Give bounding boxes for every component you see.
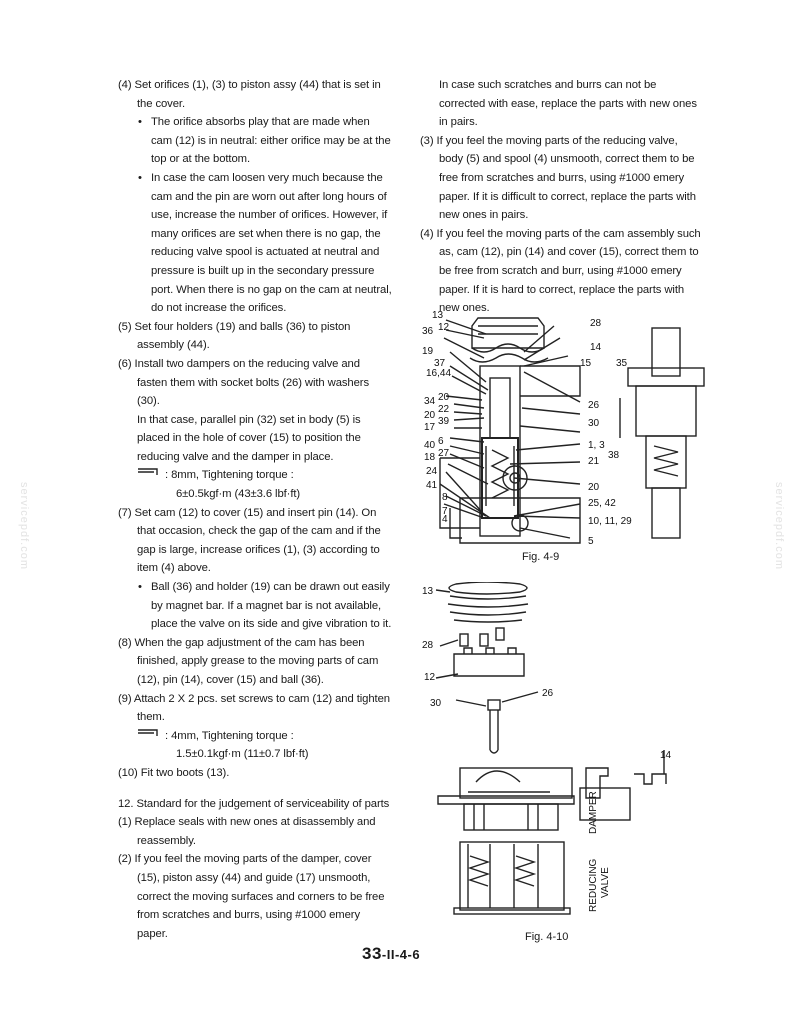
svg-text:7: 7 — [442, 506, 448, 517]
svg-text:38: 38 — [608, 450, 620, 461]
figure-4-9-caption: Fig. 4-9 — [522, 551, 560, 563]
svg-text:17: 17 — [424, 422, 436, 433]
svg-text:6: 6 — [438, 436, 444, 447]
svg-text:15: 15 — [580, 358, 592, 369]
page-number-main: 33 — [362, 944, 382, 963]
hex-key-icon — [137, 466, 165, 485]
paragraph-text: : 4mm, Tightening torque : — [165, 729, 294, 742]
bullet-icon: • — [138, 116, 142, 129]
svg-text:22: 22 — [438, 404, 450, 415]
svg-text:28: 28 — [422, 640, 434, 651]
paragraph-text: (6) Install two dampers on the reducing valve and fasten them with socket bolts (26) with washers (30). — [118, 357, 370, 408]
paragraph-text: In case such scratches and burrs can not be corrected with ease, replace the parts with new ones in pairs. — [439, 79, 697, 129]
svg-text:DAMPER: DAMPER — [588, 791, 599, 834]
paragraph — [118, 504, 392, 578]
svg-text:VALVE: VALVE — [600, 867, 611, 898]
paragraph-text: (3) If you feel the moving parts of the reducing valve, body (5) and spool (4) unsmooth, correct them to be free from scratches and burrs, using #1000 emery paper. If it is difficult to correct, replace the parts with new ones in pairs. — [420, 134, 696, 222]
svg-text:27: 27 — [438, 448, 450, 459]
paragraph-text: (1) Replace seals with new ones at disassembly and reassembly. — [118, 816, 376, 847]
paragraph — [118, 169, 392, 318]
svg-text:12: 12 — [424, 672, 436, 683]
paragraph-text: (4) If you feel the moving parts of the cam assembly such as, cam (12), pin (14) and cover (15), correct them to be free from scratch and burr, using #1000 emery paper. If it is hard to correct, replace the parts with new ones. — [420, 227, 701, 315]
paragraph-text: (2) If you feel the moving parts of the damper, cover (15), piston assy (44) and guide (17) unsmooth, correct the moving surfaces and corners to be free from scratches and burrs, using #1000 emery paper. — [118, 853, 385, 940]
left-text-column — [118, 76, 392, 943]
svg-text:REDUCING: REDUCING — [588, 858, 599, 912]
watermark-left: servicepdf.com — [17, 482, 30, 570]
svg-text:39: 39 — [438, 416, 450, 427]
paragraph — [118, 355, 392, 411]
svg-text:28: 28 — [590, 318, 602, 329]
paragraph — [118, 813, 392, 850]
paragraph-text: (7) Set cam (12) to cover (15) and insert pin (14). On that occasion, check the gap of the cam and if the gap is large, increase orifices (1), (3) according to item (4) above. — [118, 506, 381, 575]
svg-text:30: 30 — [588, 418, 600, 429]
page-number — [362, 944, 420, 964]
svg-text:16,44: 16,44 — [426, 368, 452, 379]
svg-text:20: 20 — [424, 410, 436, 421]
spacer — [118, 783, 392, 795]
hex-key-icon — [137, 727, 165, 746]
svg-text:12: 12 — [438, 322, 450, 333]
svg-text:19: 19 — [422, 346, 434, 357]
figure-4-10-drawing — [420, 582, 690, 932]
paragraph-text: The orifice absorbs play that are made when cam (12) is in neutral: either orifice may be at the top or at the bottom. — [151, 116, 391, 166]
figure-4-10-caption: Fig. 4-10 — [525, 931, 569, 943]
svg-text:34: 34 — [424, 396, 436, 407]
svg-text:14: 14 — [660, 750, 672, 761]
paragraph — [118, 76, 392, 113]
paragraph-text: In that case, parallel pin (32) set in body (5) is placed in the hole of cover (15) to position the reducing valve and the damper in place. — [137, 413, 361, 463]
paragraph — [118, 466, 392, 485]
svg-text:10, 11, 29: 10, 11, 29 — [588, 516, 632, 527]
paragraph-text: : 8mm, Tightening torque : — [165, 469, 294, 482]
svg-text:26: 26 — [588, 400, 600, 411]
paragraph — [118, 113, 392, 169]
right-text-column — [420, 76, 703, 318]
paragraph — [118, 634, 392, 690]
paragraph-text: 12. Standard for the judgement of serviceability of parts — [118, 797, 390, 810]
paragraph-text: In case the cam loosen very much because the cam and the pin are worn out after long hours of use, increase the number of orifices. However, if many orifices are set when there is no gap, the reducing valve spool is actuated at neutral and pressure is built up in the secondary pressure port. When there is no gap on the cam at neutral, do not increase the orifices. — [151, 171, 392, 315]
paragraph — [118, 850, 392, 943]
svg-text:5: 5 — [588, 536, 594, 547]
paragraph-text: (8) When the gap adjustment of the cam has been finished, apply grease to the moving parts of cam (12), pin (14), cover (15) and ball (36). — [118, 636, 379, 686]
paragraph — [420, 225, 703, 318]
figure-4-9-drawing — [420, 308, 710, 548]
paragraph-text: 1.5±0.1kgf·m (11±0.7 lbf·ft) — [176, 748, 309, 761]
paragraph — [118, 578, 392, 634]
svg-text:41: 41 — [426, 480, 438, 491]
paragraph-text: 6±0.5kgf·m (43±3.6 lbf·ft) — [176, 488, 301, 501]
paragraph — [118, 485, 392, 504]
paragraph-text: (10) Fit two boots (13). — [118, 766, 230, 779]
paragraph-text: (4) Set orifices (1), (3) to piston assy (44) that is set in the cover. — [118, 79, 381, 110]
paragraph-text: (5) Set four holders (19) and balls (36) to piston assembly (44). — [118, 320, 351, 352]
bullet-icon: • — [138, 581, 142, 594]
svg-text:40: 40 — [424, 440, 436, 451]
page-number-suffix: -II-4-6 — [381, 947, 421, 962]
svg-text:18: 18 — [424, 452, 436, 463]
svg-text:26: 26 — [542, 688, 554, 699]
svg-text:8: 8 — [442, 492, 448, 503]
svg-text:13: 13 — [422, 586, 434, 597]
svg-text:1, 3: 1, 3 — [588, 440, 605, 451]
watermark-right: servicepdf.com — [772, 482, 785, 570]
svg-text:14: 14 — [590, 342, 602, 353]
paragraph — [118, 745, 392, 764]
paragraph — [420, 132, 703, 225]
svg-text:30: 30 — [430, 698, 442, 709]
svg-text:25, 42: 25, 42 — [588, 498, 616, 509]
svg-text:24: 24 — [426, 466, 438, 477]
paragraph — [118, 727, 392, 746]
svg-text:37: 37 — [434, 358, 446, 369]
svg-text:20: 20 — [588, 482, 600, 493]
paragraph — [118, 795, 392, 814]
svg-text:21: 21 — [588, 456, 600, 467]
bullet-icon: • — [138, 171, 142, 184]
paragraph-text: Ball (36) and holder (19) can be drawn out easily by magnet bar. If a magnet bar is not available, place the valve on its side and give vibration to it. — [151, 581, 392, 631]
svg-text:36: 36 — [422, 326, 434, 337]
paragraph — [118, 764, 392, 783]
svg-text:20: 20 — [438, 392, 450, 403]
paragraph — [118, 318, 392, 355]
paragraph-text: (9) Attach 2 X 2 pcs. set screws to cam (12) and tighten them. — [118, 692, 390, 724]
paragraph — [420, 76, 703, 132]
svg-text:13: 13 — [432, 310, 444, 321]
svg-text:35: 35 — [616, 358, 628, 369]
svg-text:4: 4 — [442, 514, 448, 525]
paragraph — [118, 411, 392, 467]
paragraph — [118, 690, 392, 727]
